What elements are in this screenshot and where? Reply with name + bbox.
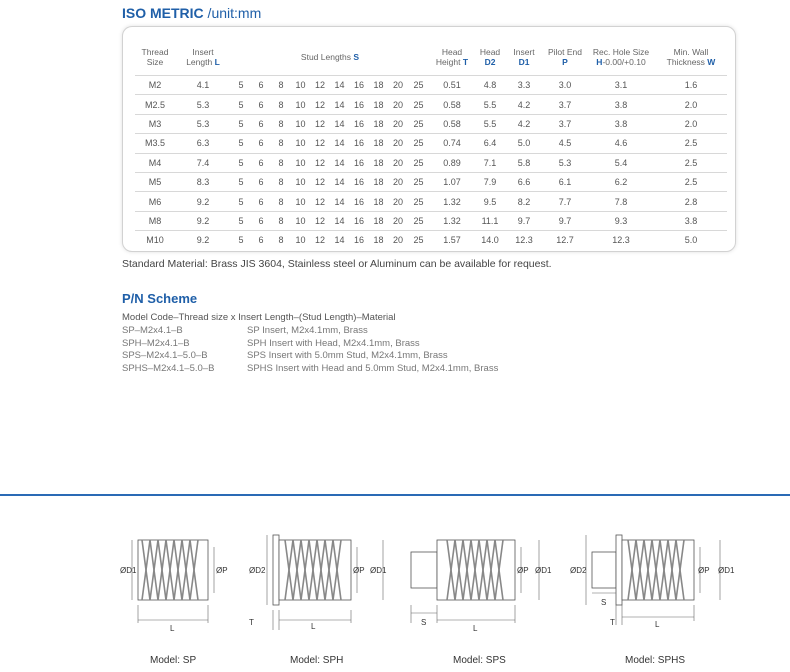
cell-stud-length: 5 — [238, 215, 244, 226]
cell-stud-length: 12 — [314, 235, 325, 246]
cell-stud-length: 6 — [258, 157, 264, 168]
cell-stud-length: 14 — [334, 215, 345, 226]
cell-stud-length: 5 — [238, 118, 244, 129]
cell-stud-length: 12 — [314, 215, 325, 226]
cell-stud-length: 5 — [238, 196, 244, 207]
cell-min-wall: 1.6 — [684, 80, 698, 91]
cell-stud-length: 16 — [353, 99, 364, 110]
table-row — [135, 114, 727, 133]
pn-row — [122, 325, 368, 336]
cell-stud-length: 8 — [278, 196, 284, 207]
cell-rec-hole: 9.3 — [614, 215, 628, 226]
cell-head-d2: 5.5 — [483, 99, 497, 110]
th-insert-length: Insert Length L — [186, 47, 220, 67]
cell-stud-length: 25 — [413, 80, 424, 91]
cell-stud-length: 14 — [334, 80, 345, 91]
cell-stud-length: 12 — [314, 138, 325, 149]
cell-stud-length: 18 — [373, 177, 384, 188]
dim-t-label: T — [610, 618, 615, 627]
pn-model-code: Model Code–Thread size x Insert Length–(Stud Length)–Material — [122, 312, 396, 323]
cell-insert-d1: 8.2 — [517, 196, 531, 207]
cell-stud-length: 16 — [353, 138, 364, 149]
cell-stud-length: 20 — [392, 177, 403, 188]
th-insert-d1: Insert D1 — [513, 47, 535, 67]
cell-min-wall: 5.0 — [684, 235, 698, 246]
cell-min-wall: 2.5 — [684, 177, 698, 188]
cell-pilot-end: 3.7 — [558, 99, 572, 110]
table-row — [135, 95, 727, 114]
cell-stud-length: 16 — [353, 118, 364, 129]
pn-row — [122, 337, 420, 349]
table-row — [135, 134, 727, 153]
cell-stud-length: 6 — [258, 196, 264, 207]
cell-thread-size: M8 — [148, 215, 162, 226]
cell-stud-length: 10 — [295, 157, 306, 168]
diagram-sps — [405, 525, 555, 635]
cell-rec-hole: 5.4 — [614, 157, 628, 168]
model-label-sps: Model: SPS — [453, 655, 506, 666]
cell-stud-length: 25 — [413, 215, 424, 226]
th-head-height: Head Height T — [435, 47, 469, 67]
model-label-sph: Model: SPH — [290, 655, 344, 666]
cell-head-height: 0.89 — [443, 157, 461, 168]
dim-p-label: ØP — [353, 566, 365, 575]
cell-stud-length: 6 — [258, 215, 264, 226]
cell-stud-length: 20 — [392, 196, 403, 207]
cell-insert-length: 9.2 — [196, 196, 210, 207]
cell-insert-length: 9.2 — [196, 235, 210, 246]
cell-stud-length: 14 — [334, 196, 345, 207]
cell-stud-length: 5 — [238, 80, 244, 91]
diagram-sph — [245, 525, 395, 635]
cell-stud-length: 12 — [314, 157, 325, 168]
cell-rec-hole: 7.8 — [614, 196, 628, 207]
cell-pilot-end: 4.5 — [558, 138, 572, 149]
cell-insert-length: 7.4 — [196, 157, 210, 168]
th-head-d2: Head D2 — [479, 47, 501, 67]
cell-insert-length: 4.1 — [196, 80, 210, 91]
table-row — [135, 172, 727, 191]
cell-thread-size: M2.5 — [144, 99, 165, 110]
table-row — [135, 192, 727, 211]
cell-stud-length: 12 — [314, 196, 325, 207]
cell-head-d2: 14.0 — [481, 235, 499, 246]
cell-min-wall: 2.5 — [684, 138, 698, 149]
cell-min-wall: 2.5 — [684, 157, 698, 168]
pn-scheme-title: P/N Scheme — [122, 291, 198, 306]
dim-d1-label: ØD1 — [120, 566, 137, 575]
diagram-sp — [120, 525, 240, 635]
cell-rec-hole: 4.6 — [614, 138, 628, 149]
th-rec-hole: Rec. Hole Size H-0.00/+0.10 — [592, 47, 650, 67]
cell-rec-hole: 3.1 — [614, 80, 628, 91]
cell-stud-length: 20 — [392, 99, 403, 110]
cell-stud-length: 8 — [278, 177, 284, 188]
cell-stud-length: 5 — [238, 157, 244, 168]
table-row — [135, 211, 727, 230]
cell-stud-length: 10 — [295, 215, 306, 226]
cell-insert-d1: 5.0 — [517, 138, 531, 149]
cell-stud-length: 20 — [392, 138, 403, 149]
cell-stud-length: 18 — [373, 138, 384, 149]
table-row — [135, 231, 727, 250]
cell-stud-length: 25 — [413, 99, 424, 110]
cell-stud-length: 8 — [278, 235, 284, 246]
cell-stud-length: 5 — [238, 138, 244, 149]
pn-code: SPH–M2x4.1–B — [122, 337, 190, 349]
cell-head-d2: 4.8 — [483, 80, 497, 91]
cell-pilot-end: 7.7 — [558, 196, 572, 207]
cell-head-d2: 7.1 — [483, 157, 497, 168]
cell-thread-size: M10 — [146, 235, 164, 246]
cell-insert-length: 9.2 — [196, 215, 210, 226]
cell-head-height: 1.32 — [443, 196, 461, 207]
cell-thread-size: M6 — [148, 196, 162, 207]
dim-l-label: L — [655, 620, 660, 629]
cell-stud-length: 8 — [278, 157, 284, 168]
cell-stud-length: 20 — [392, 235, 403, 246]
cell-insert-d1: 3.3 — [517, 80, 531, 91]
cell-head-height: 0.58 — [443, 99, 461, 110]
cell-stud-length: 12 — [314, 177, 325, 188]
cell-thread-size: M5 — [148, 177, 162, 188]
cell-stud-length: 6 — [258, 99, 264, 110]
cell-stud-length: 25 — [413, 157, 424, 168]
dim-d1-label: ØD1 — [370, 566, 387, 575]
cell-head-d2: 7.9 — [483, 177, 497, 188]
pn-row — [122, 362, 499, 374]
cell-stud-length: 10 — [295, 80, 306, 91]
cell-rec-hole: 12.3 — [612, 235, 630, 246]
cell-pilot-end: 5.3 — [558, 157, 572, 168]
cell-head-height: 0.74 — [443, 138, 461, 149]
dim-s-label: S — [601, 598, 607, 607]
cell-stud-length: 20 — [392, 157, 403, 168]
cell-stud-length: 18 — [373, 215, 384, 226]
cell-insert-d1: 6.6 — [517, 177, 531, 188]
pn-description: SPS Insert with 5.0mm Stud, M2x4.1mm, Brass — [247, 350, 448, 361]
cell-head-height: 1.07 — [443, 177, 461, 188]
cell-stud-length: 16 — [353, 215, 364, 226]
cell-stud-length: 6 — [258, 138, 264, 149]
dim-d2-label: ØD2 — [570, 566, 587, 575]
pn-description: SP Insert, M2x4.1mm, Brass — [247, 325, 368, 336]
cell-stud-length: 6 — [258, 118, 264, 129]
cell-stud-length: 16 — [353, 177, 364, 188]
cell-stud-length: 18 — [373, 99, 384, 110]
cell-stud-length: 25 — [413, 138, 424, 149]
cell-stud-length: 18 — [373, 157, 384, 168]
pn-description: SPHS Insert with Head and 5.0mm Stud, M2x4.1mm, Brass — [247, 362, 499, 374]
cell-pilot-end: 3.7 — [558, 118, 572, 129]
dim-d1-label: ØD1 — [718, 566, 735, 575]
cell-head-height: 0.51 — [443, 80, 461, 91]
heading-unit: /unit:mm — [203, 5, 262, 21]
cell-stud-length: 14 — [334, 157, 345, 168]
cell-stud-length: 14 — [334, 235, 345, 246]
cell-stud-length: 18 — [373, 118, 384, 129]
cell-stud-length: 5 — [238, 99, 244, 110]
dim-p-label: ØP — [517, 566, 529, 575]
cell-head-height: 1.32 — [443, 215, 461, 226]
cell-stud-length: 25 — [413, 196, 424, 207]
pn-description: SPH Insert with Head, M2x4.1mm, Brass — [247, 337, 420, 349]
cell-stud-length: 8 — [278, 138, 284, 149]
cell-stud-length: 8 — [278, 99, 284, 110]
cell-head-d2: 11.1 — [481, 215, 499, 226]
cell-stud-length: 10 — [295, 177, 306, 188]
table-header-row — [135, 39, 727, 76]
cell-stud-length: 10 — [295, 235, 306, 246]
cell-stud-length: 14 — [334, 177, 345, 188]
cell-stud-length: 10 — [295, 118, 306, 129]
cell-stud-length: 14 — [334, 99, 345, 110]
cell-pilot-end: 9.7 — [558, 215, 572, 226]
cell-stud-length: 6 — [258, 80, 264, 91]
cell-insert-d1: 9.7 — [517, 215, 531, 226]
spec-table — [135, 39, 727, 250]
cell-min-wall: 2.0 — [684, 99, 698, 110]
cell-rec-hole: 6.2 — [614, 177, 628, 188]
cell-insert-length: 5.3 — [196, 118, 210, 129]
cell-thread-size: M3.5 — [144, 138, 165, 149]
th-thread-size: Thread Size — [141, 47, 169, 67]
cell-head-height: 0.58 — [443, 118, 461, 129]
cell-insert-d1: 12.3 — [515, 235, 533, 246]
cell-head-d2: 9.5 — [483, 196, 497, 207]
dim-l-label: L — [311, 622, 316, 631]
cell-head-height: 1.57 — [443, 235, 461, 246]
cell-pilot-end: 3.0 — [558, 80, 572, 91]
th-pilot-end: Pilot End P — [547, 47, 583, 67]
cell-stud-length: 8 — [278, 118, 284, 129]
cell-thread-size: M2 — [148, 80, 162, 91]
pn-code: SP–M2x4.1–B — [122, 325, 183, 336]
dim-s-label: S — [421, 618, 427, 627]
cell-stud-length: 25 — [413, 177, 424, 188]
cell-min-wall: 2.0 — [684, 118, 698, 129]
cell-stud-length: 16 — [353, 80, 364, 91]
cell-stud-length: 12 — [314, 99, 325, 110]
dim-t-label: T — [249, 618, 254, 627]
material-note: Standard Material: Brass JIS 3604, Stainless steel or Aluminum can be available for request. — [122, 258, 552, 270]
cell-thread-size: M4 — [148, 157, 162, 168]
cell-insert-length: 6.3 — [196, 138, 210, 149]
cell-insert-d1: 4.2 — [517, 118, 531, 129]
cell-stud-length: 10 — [295, 196, 306, 207]
cell-stud-length: 14 — [334, 138, 345, 149]
dim-p-label: ØP — [698, 566, 710, 575]
cell-stud-length: 16 — [353, 196, 364, 207]
dim-d1-label: ØD1 — [535, 566, 552, 575]
cell-stud-length: 10 — [295, 138, 306, 149]
pn-row — [122, 350, 448, 361]
cell-stud-length: 14 — [334, 118, 345, 129]
cell-stud-length: 12 — [314, 118, 325, 129]
cell-head-d2: 6.4 — [483, 138, 497, 149]
cell-head-d2: 5.5 — [483, 118, 497, 129]
th-min-wall: Min. Wall Thickness W — [666, 47, 716, 67]
dim-p-label: ØP — [216, 566, 228, 575]
cell-stud-length: 6 — [258, 235, 264, 246]
model-label-sp: Model: SP — [150, 655, 197, 666]
cell-insert-d1: 4.2 — [517, 99, 531, 110]
cell-stud-length: 16 — [353, 157, 364, 168]
cell-stud-length: 12 — [314, 80, 325, 91]
cell-insert-length: 8.3 — [196, 177, 210, 188]
dim-d2-label: ØD2 — [249, 566, 266, 575]
cell-pilot-end: 12.7 — [556, 235, 574, 246]
cell-pilot-end: 6.1 — [558, 177, 572, 188]
cell-stud-length: 25 — [413, 235, 424, 246]
spec-table-panel — [122, 26, 736, 252]
cell-stud-length: 6 — [258, 177, 264, 188]
dim-l-label: L — [170, 624, 175, 633]
table-row — [135, 153, 727, 172]
th-stud-lengths: Stud Lengths S — [300, 52, 360, 62]
pn-code: SPHS–M2x4.1–5.0–B — [122, 362, 215, 374]
page-heading — [122, 5, 261, 21]
cell-rec-hole: 3.8 — [614, 118, 628, 129]
cell-stud-length: 20 — [392, 215, 403, 226]
section-divider — [0, 494, 790, 496]
cell-stud-length: 20 — [392, 118, 403, 129]
table-row — [135, 76, 727, 95]
cell-stud-length: 8 — [278, 80, 284, 91]
cell-min-wall: 3.8 — [684, 215, 698, 226]
cell-rec-hole: 3.8 — [614, 99, 628, 110]
cell-stud-length: 25 — [413, 118, 424, 129]
cell-stud-length: 18 — [373, 235, 384, 246]
cell-stud-length: 8 — [278, 215, 284, 226]
diagram-sphs — [570, 525, 740, 635]
cell-min-wall: 2.8 — [684, 196, 698, 207]
cell-insert-length: 5.3 — [196, 99, 210, 110]
dim-l-label: L — [473, 624, 478, 633]
cell-stud-length: 20 — [392, 80, 403, 91]
cell-stud-length: 18 — [373, 196, 384, 207]
cell-stud-length: 10 — [295, 99, 306, 110]
heading-main: ISO METRIC — [122, 5, 204, 21]
model-label-sphs: Model: SPHS — [625, 655, 686, 666]
cell-stud-length: 5 — [238, 235, 244, 246]
cell-insert-d1: 5.8 — [517, 157, 531, 168]
cell-stud-length: 18 — [373, 80, 384, 91]
pn-code: SPS–M2x4.1–5.0–B — [122, 350, 208, 361]
cell-thread-size: M3 — [148, 118, 162, 129]
cell-stud-length: 16 — [353, 235, 364, 246]
cell-stud-length: 5 — [238, 177, 244, 188]
